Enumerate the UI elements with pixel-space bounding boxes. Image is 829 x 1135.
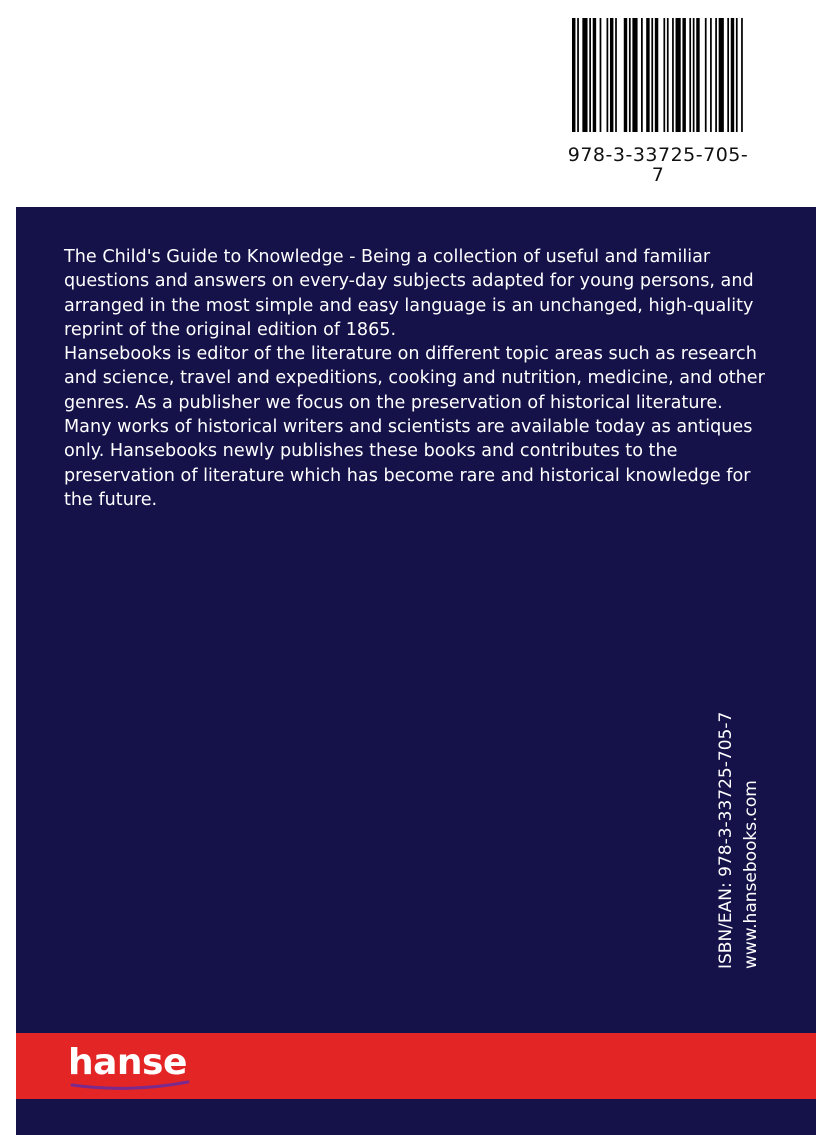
barcode-bars bbox=[572, 18, 748, 132]
logo-swoosh-icon bbox=[70, 1079, 190, 1091]
website-text: www.hansebooks.com bbox=[741, 780, 761, 969]
barcode-number: 978-3-33725-705-7 bbox=[567, 144, 749, 186]
hanse-logo bbox=[68, 1041, 198, 1091]
description-text bbox=[64, 245, 774, 512]
description-paragraph-book: The Child's Guide to Knowledge - Being a collection of useful and familiar questions and answers on every-day subjects adapted for young persons, and arranged in the most simple and easy language is an unchanged, high-quality reprint of the original edition of 1865. bbox=[64, 247, 754, 340]
cover-panel bbox=[16, 207, 816, 1135]
vertical-info bbox=[716, 697, 776, 977]
description-paragraph-publisher: Hansebooks is editor of the literature on different topic areas such as research and science, travel and expeditions, cooking and nutrition, medicine, and other genres. As a publisher we focus on the preservation of historical literature. Many works of historical writers and scientists are available today as antiques only. Hansebooks newly publishes these books and contributes to the preservation of literature which has become rare and historical knowledge for the future. bbox=[64, 344, 765, 510]
publisher-band bbox=[16, 1033, 816, 1099]
barcode bbox=[566, 18, 750, 186]
hanse-logo-text: hanse bbox=[68, 1042, 187, 1083]
isbn-text: ISBN/EAN: 978-3-33725-705-7 bbox=[716, 711, 736, 969]
